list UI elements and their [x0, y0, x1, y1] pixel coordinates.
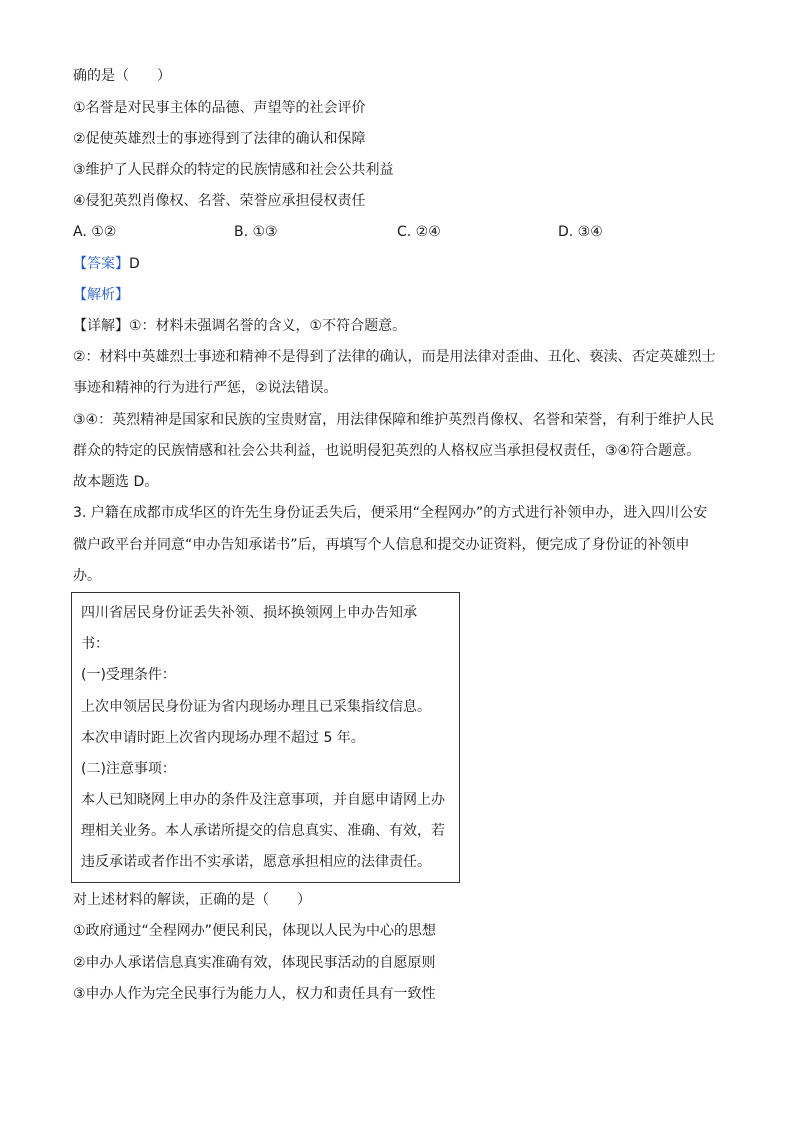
q3-statement-3: ③申办人作为完全民事行为能力人，权力和责任具有一致性	[73, 986, 436, 1002]
notice-line-1: 四川省居民身份证丢失补领、损坏换领网上申办告知承	[81, 605, 417, 621]
q2-option-d: D. ③④	[558, 224, 603, 240]
notice-line-8: 理相关业务。本人承诺所提交的信息真实、准确、有效，若	[81, 823, 445, 839]
analysis-tag: 【解析】	[73, 287, 129, 303]
notice-line-9: 违反承诺或者作出不实承诺，愿意承担相应的法律责任。	[81, 854, 431, 870]
q2-statement-3: ③维护了人民群众的特定的民族情感和社会公共利益	[73, 162, 394, 178]
q2-option-a: A. ①②	[73, 224, 117, 240]
q2-stem-tail: 确的是（ ）	[73, 68, 171, 84]
q2-statement-4: ④侵犯英烈肖像权、名誉、荣誉应承担侵权责任	[73, 193, 366, 209]
q3-stem-line-2: 微户政平台并同意“申办告知承诺书”后，再填写个人信息和提交办证资料，便完成了身份证的补领申	[73, 537, 690, 553]
q3-question: 对上述材料的解读，正确的是（ ）	[73, 892, 311, 908]
q2-options	[73, 224, 713, 244]
q3-statement-2: ②申办人承诺信息真实准确有效，体现民事活动的自愿原则	[73, 955, 436, 971]
q3-statement-1: ①政府通过“全程网办”便民利民，体现以人民为中心的思想	[73, 923, 437, 939]
answer-tag: 【答案】	[73, 256, 129, 272]
q3-stem-line-3: 办。	[73, 568, 101, 584]
answer-value: D	[129, 256, 140, 272]
notice-line-5: 本次申请时距上次省内现场办理不超过 5 年。	[81, 730, 365, 746]
analysis-line-5: 群众的特定的民族情感和社会公共利益，也说明侵犯英烈的人格权应当承担侵权责任，③④符合题意。	[73, 443, 701, 459]
notice-line-7: 本人已知晓网上申办的条件及注意事项，并自愿申请网上办	[81, 792, 445, 808]
analysis-line-4: ③④：英烈精神是国家和民族的宝贵财富，用法律保障和维护英烈肖像权、名誉和荣誉，有利于维护人民	[73, 412, 715, 428]
analysis-line-2: ②：材料中英雄烈士事迹和精神不是得到了法律的确认，而是用法律对歪曲、丑化、亵渎、否定英雄烈士	[73, 349, 716, 365]
analysis-line-3: 事迹和精神的行为进行严惩，②说法错误。	[73, 380, 338, 396]
notice-line-6: (二)注意事项：	[81, 761, 176, 777]
q2-statement-2: ②促使英雄烈士的事迹得到了法律的确认和保障	[73, 131, 366, 147]
notice-line-2: 书：	[81, 636, 109, 652]
notice-line-3: (一)受理条件：	[81, 667, 176, 683]
q2-statement-1: ①名誉是对民事主体的品德、声望等的社会评价	[73, 100, 366, 116]
q2-option-b: B. ①③	[234, 224, 278, 240]
analysis-line-6: 故本题选 D。	[73, 474, 159, 490]
q2-option-c: C. ②④	[397, 224, 441, 240]
notice-box	[71, 592, 460, 883]
q2-answer-line	[73, 254, 140, 274]
analysis-line-1: 【详解】①：材料未强调名誉的含义，①不符合题意。	[73, 318, 407, 334]
q3-stem-line-1: 3. 户籍在成都市成华区的许先生身份证丢失后，便采用“全程网办”的方式进行补领申办，进入四川公安	[73, 505, 708, 521]
notice-line-4: 上次申领居民身份证为省内现场办理且已采集指纹信息。	[81, 699, 431, 715]
